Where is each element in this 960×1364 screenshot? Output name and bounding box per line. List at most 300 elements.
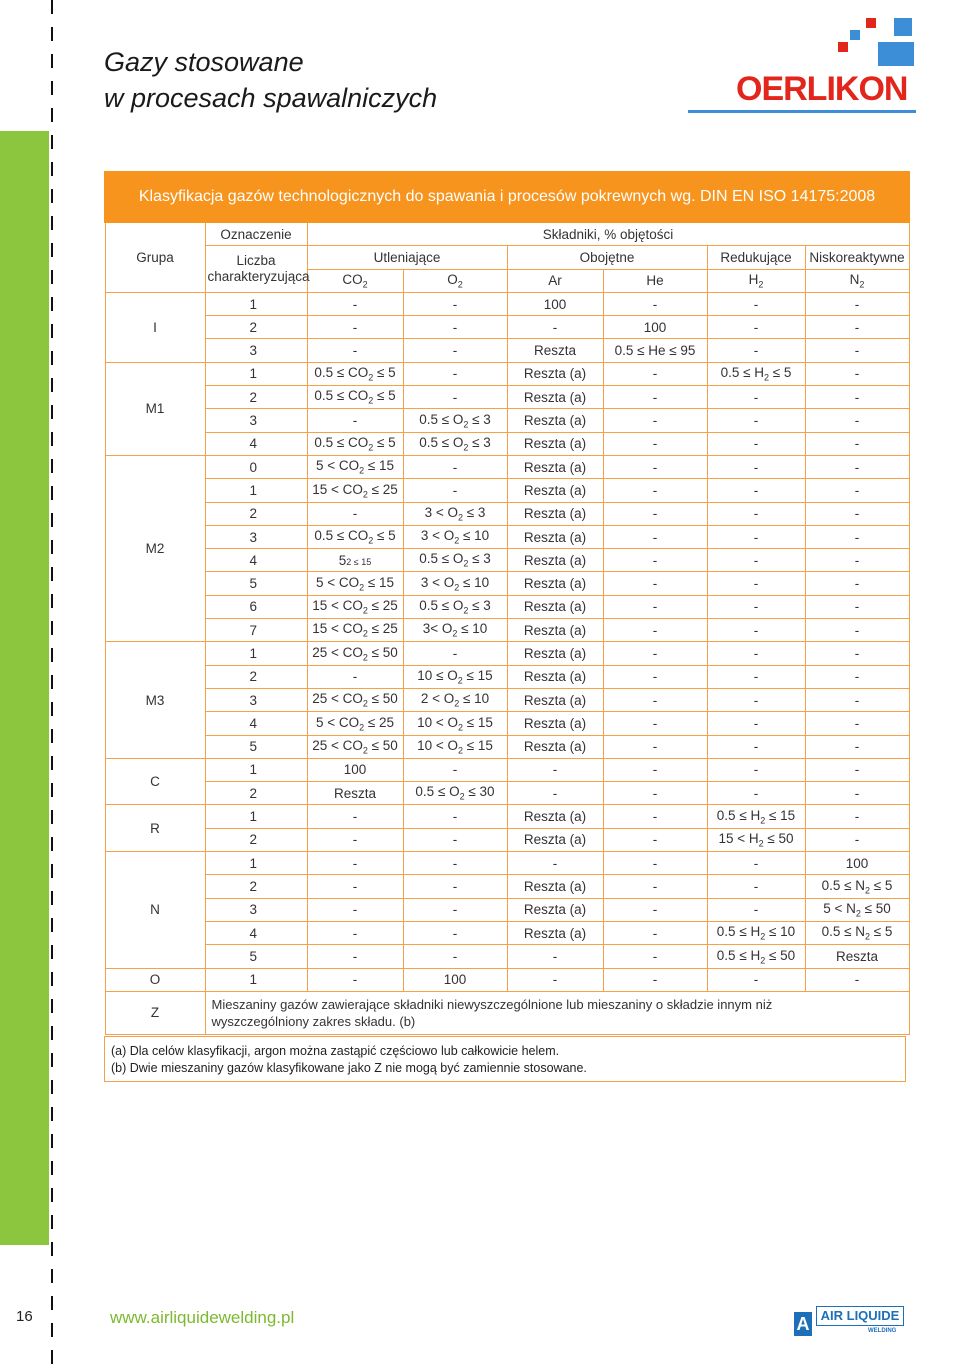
table-row <box>105 595 909 618</box>
table-banner: Klasyfikacja gazów technologicznych do spawania i procesów pokrewnych wg. DIN EN ISO 14175:2008 <box>105 172 909 222</box>
table-cell: - <box>805 572 909 595</box>
margin-dash <box>51 27 53 41</box>
table-cell: 100 <box>603 316 707 339</box>
table-cell: - <box>707 455 805 478</box>
table-cell: $25 < CO_2 \le 50$ <box>307 735 403 758</box>
table-cell: - <box>707 642 805 665</box>
table-cell: - <box>603 525 707 548</box>
margin-dash <box>51 1026 53 1040</box>
row-number-cell: 1 <box>205 479 307 502</box>
table-cell: - <box>805 665 909 688</box>
logo-square-icon <box>894 18 912 36</box>
table-cell: - <box>603 642 707 665</box>
row-number-cell: 1 <box>205 758 307 781</box>
margin-dash <box>51 297 53 311</box>
table-cell: $10 < O_2 \le 15$ <box>403 712 507 735</box>
table-cell: Reszta (a) <box>507 572 603 595</box>
margin-dash <box>51 1215 53 1229</box>
margin-dash <box>51 891 53 905</box>
margin-dash <box>51 1242 53 1256</box>
footnote-b: (b) Dwie mieszaniny gazów klasyfikowane jako Z nie mogą być zamiennie stosowane. <box>111 1061 587 1075</box>
table-cell: - <box>507 968 603 991</box>
table-row <box>105 619 909 642</box>
table-cell: Reszta (a) <box>507 875 603 898</box>
table-cell: $10 < O_2 \le 15$ <box>403 735 507 758</box>
col-head-liczba-line1: Liczba <box>236 253 276 269</box>
row-number-cell: 5 <box>205 572 307 595</box>
table-cell: - <box>707 339 805 362</box>
table-cell: - <box>403 921 507 944</box>
table-cell: - <box>403 479 507 502</box>
table-row <box>105 292 909 315</box>
margin-dash <box>51 702 53 716</box>
table-cell: - <box>307 805 403 828</box>
table-cell: - <box>403 642 507 665</box>
table-cell: Reszta (a) <box>507 619 603 642</box>
table-row-z <box>105 991 909 1034</box>
table-row <box>105 362 909 385</box>
table-cell: - <box>307 828 403 851</box>
table-cell: - <box>805 409 909 432</box>
row-number-cell: 3 <box>205 339 307 362</box>
table-cell: - <box>507 758 603 781</box>
table-row <box>105 782 909 805</box>
table-cell: $0.5 \le H_2 \le 5$ <box>707 362 805 385</box>
table-cell: - <box>603 828 707 851</box>
table-row <box>105 968 909 991</box>
table-cell: $0.5 \le H_2 \le 10$ <box>707 921 805 944</box>
logo-square-icon <box>866 18 876 28</box>
air-liquide-logo-sub: WELDING <box>868 1328 897 1334</box>
margin-dash <box>51 324 53 338</box>
table-cell: $25 < CO_2 \le 50$ <box>307 642 403 665</box>
table-cell: - <box>603 386 707 409</box>
table-cell: - <box>403 455 507 478</box>
col-head-co2: $CO_2$ <box>307 269 403 292</box>
table-cell: $0.5 \le CO_2 \le 5$ <box>307 525 403 548</box>
table-cell: - <box>603 479 707 502</box>
row-number-cell: 1 <box>205 292 307 315</box>
table-cell: - <box>403 316 507 339</box>
table-row <box>105 409 909 432</box>
table-row <box>105 712 909 735</box>
table-cell: - <box>603 292 707 315</box>
table-cell: 100 <box>805 852 909 875</box>
table-cell: - <box>805 339 909 362</box>
margin-dash <box>51 378 53 392</box>
table-cell: - <box>805 595 909 618</box>
group-cell: N <box>105 852 205 968</box>
table-cell: $0.5 \le N_2 \le 5$ <box>805 921 909 944</box>
margin-dash <box>51 81 53 95</box>
table-cell: - <box>603 595 707 618</box>
row-number-cell: 3 <box>205 898 307 921</box>
table-cell: - <box>707 758 805 781</box>
margin-dash <box>51 756 53 770</box>
table-cell: - <box>603 758 707 781</box>
table-cell: - <box>403 758 507 781</box>
table-row <box>105 316 909 339</box>
table-cell: - <box>403 362 507 385</box>
col-head-n2: $N_2$ <box>805 269 909 292</box>
table-row <box>105 758 909 781</box>
table-cell: - <box>603 572 707 595</box>
table-cell: - <box>805 362 909 385</box>
margin-dash <box>51 540 53 554</box>
table-cell: - <box>307 875 403 898</box>
margin-dash <box>51 486 53 500</box>
table-cell: - <box>707 549 805 572</box>
table-cell: Reszta (a) <box>507 432 603 455</box>
table-cell: $15 < CO_2 \le 25$ <box>307 479 403 502</box>
row-number-cell: 3 <box>205 688 307 711</box>
table-row <box>105 735 909 758</box>
table-cell: 100 <box>307 758 403 781</box>
table-cell: Reszta (a) <box>507 479 603 502</box>
row-number-cell: 4 <box>205 921 307 944</box>
col-head-he: He <box>603 269 707 292</box>
row-number-cell: 1 <box>205 852 307 875</box>
table-cell: - <box>707 712 805 735</box>
table-cell: Reszta (a) <box>507 735 603 758</box>
table-cell: Reszta <box>307 782 403 805</box>
table-row <box>105 525 909 548</box>
table-cell: - <box>603 852 707 875</box>
margin-dash <box>51 189 53 203</box>
col-head-ar: Ar <box>507 269 603 292</box>
table-cell: $0.5 \le H_2 \le 15$ <box>707 805 805 828</box>
table-cell: $0.5 \le O_2 \le 3$ <box>403 432 507 455</box>
table-cell: - <box>603 549 707 572</box>
row-number-cell: 2 <box>205 316 307 339</box>
table-cell: $10 \le O_2 \le 15$ <box>403 665 507 688</box>
table-cell: 100 <box>507 292 603 315</box>
margin-dash <box>51 1296 53 1310</box>
margin-dash <box>51 108 53 122</box>
table-cell: - <box>707 292 805 315</box>
table-cell: - <box>603 455 707 478</box>
margin-dash <box>51 999 53 1013</box>
col-head-redukujace: Redukujące <box>707 246 805 269</box>
table-row <box>105 502 909 525</box>
table-cell: - <box>603 409 707 432</box>
table-cell: - <box>805 735 909 758</box>
col-head-grupa: Grupa <box>105 222 205 292</box>
table-cell: $5 < CO_2 \le 15$ <box>307 455 403 478</box>
table-cell: - <box>707 386 805 409</box>
table-cell: - <box>403 805 507 828</box>
table-cell: Reszta (a) <box>507 502 603 525</box>
margin-dash <box>51 621 53 635</box>
logo-square-icon <box>878 42 914 66</box>
col-head-utleniajace: Utleniające <box>307 246 507 269</box>
table-cell: $0.5 \le O_2 \le 3$ <box>403 595 507 618</box>
table-cell: - <box>805 805 909 828</box>
table-cell: $15 < CO_2 \le 25$ <box>307 595 403 618</box>
margin-dash <box>51 1161 53 1175</box>
footer-url-link[interactable]: www.airliquidewelding.pl <box>110 1308 295 1327</box>
table-cell: - <box>707 852 805 875</box>
table-cell: - <box>707 898 805 921</box>
logo-square-icon <box>850 30 860 40</box>
air-liquide-logo <box>794 1302 904 1338</box>
margin-dash <box>51 432 53 446</box>
table-cell: - <box>603 712 707 735</box>
table-row <box>105 479 909 502</box>
table-cell: - <box>805 479 909 502</box>
table-cell: - <box>603 968 707 991</box>
margin-dash <box>51 918 53 932</box>
margin-dash <box>51 945 53 959</box>
table-cell: Reszta (a) <box>507 688 603 711</box>
row-number-cell: 2 <box>205 875 307 898</box>
table-cell: - <box>403 875 507 898</box>
margin-dash <box>51 216 53 230</box>
table-cell: - <box>603 362 707 385</box>
table-cell: - <box>403 852 507 875</box>
table-cell: $3< O_2 \le 10$ <box>403 619 507 642</box>
table-cell: 52 ≤ 15 <box>307 549 403 572</box>
row-number-cell: 4 <box>205 549 307 572</box>
table-cell: - <box>707 409 805 432</box>
table-cell: - <box>307 316 403 339</box>
table-cell: - <box>307 339 403 362</box>
table-cell: - <box>805 549 909 572</box>
col-head-o2: $O_2$ <box>403 269 507 292</box>
table-cell: $3 < O_2 \le 3$ <box>403 502 507 525</box>
table-cell: $0.5 \le O_2 \le 30$ <box>403 782 507 805</box>
margin-dash <box>51 1080 53 1094</box>
table-cell: - <box>307 945 403 968</box>
table-cell: - <box>805 712 909 735</box>
table-cell: - <box>307 921 403 944</box>
margin-dash <box>51 459 53 473</box>
col-head-niskoreaktywne: Niskoreaktywne <box>805 246 909 269</box>
col-head-h2: $H_2$ <box>707 269 805 292</box>
row-number-cell: 1 <box>205 968 307 991</box>
title-line-2: w procesach spawalniczych <box>104 83 438 113</box>
table-cell: Reszta (a) <box>507 898 603 921</box>
table-cell: - <box>707 525 805 548</box>
table-cell: Reszta (a) <box>507 386 603 409</box>
table-cell: - <box>805 619 909 642</box>
col-head-liczba-line2: charakteryzująca <box>207 269 310 285</box>
table-cell: - <box>707 688 805 711</box>
table-cell: - <box>707 502 805 525</box>
logo-text: OERLIKON <box>736 70 908 108</box>
table-cell: Reszta (a) <box>507 455 603 478</box>
row-number-cell: 1 <box>205 642 307 665</box>
table-cell: - <box>805 455 909 478</box>
margin-dash <box>51 729 53 743</box>
row-number-cell: 3 <box>205 409 307 432</box>
row-number-cell: 7 <box>205 619 307 642</box>
table-cell: - <box>603 619 707 642</box>
footnotes <box>104 1036 906 1082</box>
table-cell: - <box>805 968 909 991</box>
table-cell: - <box>403 386 507 409</box>
col-head-obojetne: Obojętne <box>507 246 707 269</box>
table-cell: $0.5 \le O_2 \le 3$ <box>403 549 507 572</box>
table-cell: - <box>805 292 909 315</box>
table-row <box>105 432 909 455</box>
table-cell: - <box>507 945 603 968</box>
table-cell: - <box>805 432 909 455</box>
table-row <box>105 572 909 595</box>
table-cell: - <box>707 595 805 618</box>
table-cell: - <box>603 805 707 828</box>
margin-dash <box>51 1134 53 1148</box>
margin-dash <box>51 1188 53 1202</box>
margin-dash <box>51 1350 53 1364</box>
table-cell: - <box>707 316 805 339</box>
group-cell: C <box>105 758 205 805</box>
table-row <box>105 549 909 572</box>
table-cell: $2 < O_2 \le 10$ <box>403 688 507 711</box>
air-liquide-logo-text: AIR LIQUIDE <box>816 1306 904 1326</box>
row-number-cell: 2 <box>205 828 307 851</box>
row-number-cell: 5 <box>205 945 307 968</box>
logo-underline <box>688 110 916 113</box>
row-number-cell: 2 <box>205 502 307 525</box>
table-cell: - <box>403 292 507 315</box>
table-cell: - <box>307 898 403 921</box>
table-cell: - <box>707 782 805 805</box>
margin-dash <box>51 54 53 68</box>
margin-dash <box>51 594 53 608</box>
row-number-cell: 6 <box>205 595 307 618</box>
row-number-cell: 4 <box>205 712 307 735</box>
table-cell: $25 < CO_2 \le 50$ <box>307 688 403 711</box>
margin-dash <box>51 1323 53 1337</box>
oerlikon-logo <box>688 14 918 114</box>
table-cell: Reszta <box>507 339 603 362</box>
table-cell: - <box>707 432 805 455</box>
logo-square-icon <box>838 42 848 52</box>
group-cell: R <box>105 805 205 852</box>
margin-dash <box>51 243 53 257</box>
table-cell: Reszta (a) <box>507 409 603 432</box>
table-row <box>105 339 909 362</box>
table-cell: $0.5 \le O_2 \le 3$ <box>403 409 507 432</box>
table-cell: Reszta (a) <box>507 805 603 828</box>
table-cell: - <box>307 968 403 991</box>
table-cell: Reszta (a) <box>507 665 603 688</box>
table-cell: - <box>805 386 909 409</box>
table-cell: 0.5 ≤ He ≤ 95 <box>603 339 707 362</box>
row-number-cell: 1 <box>205 362 307 385</box>
table-row <box>105 898 909 921</box>
table-cell: Reszta (a) <box>507 921 603 944</box>
row-number-cell: 5 <box>205 735 307 758</box>
row-number-cell: 3 <box>205 525 307 548</box>
table-cell: Reszta (a) <box>507 828 603 851</box>
group-cell: M3 <box>105 642 205 758</box>
table-cell: $5 < N_2 \le 50$ <box>805 898 909 921</box>
page-title <box>104 44 437 116</box>
table-cell: - <box>307 502 403 525</box>
margin-dash <box>51 270 53 284</box>
group-cell: I <box>105 292 205 362</box>
margin-dash <box>51 135 53 149</box>
table-cell: Reszta (a) <box>507 642 603 665</box>
table-cell: - <box>805 642 909 665</box>
table-cell: - <box>603 898 707 921</box>
table-row <box>105 455 909 478</box>
table-cell: - <box>507 852 603 875</box>
table-cell: - <box>805 758 909 781</box>
table-row <box>105 852 909 875</box>
table-cell: - <box>805 316 909 339</box>
margin-dash <box>51 1107 53 1121</box>
table-cell: - <box>403 339 507 362</box>
table-row <box>105 642 909 665</box>
table-cell: - <box>603 502 707 525</box>
table-cell: - <box>603 432 707 455</box>
table-cell: - <box>603 688 707 711</box>
table-cell: - <box>805 688 909 711</box>
table-cell: Reszta (a) <box>507 549 603 572</box>
table-cell: Reszta (a) <box>507 595 603 618</box>
col-head-oznaczenie: Oznaczenie <box>205 222 307 246</box>
table-cell: - <box>707 735 805 758</box>
table-row <box>105 875 909 898</box>
table-row <box>105 945 909 968</box>
table-cell: - <box>403 898 507 921</box>
table-cell: $0.5 \le CO_2 \le 5$ <box>307 432 403 455</box>
group-cell: M1 <box>105 362 205 455</box>
row-number-cell: 0 <box>205 455 307 478</box>
col-head-liczba <box>205 246 310 293</box>
table-cell: - <box>507 782 603 805</box>
table-cell: 100 <box>403 968 507 991</box>
table-cell: Reszta (a) <box>507 712 603 735</box>
margin-dash <box>51 162 53 176</box>
margin-dash <box>51 0 53 14</box>
table-row <box>105 805 909 828</box>
table-cell: - <box>307 292 403 315</box>
table-cell: $3 < O_2 \le 10$ <box>403 572 507 595</box>
gas-classification-table-wrap <box>104 171 908 1035</box>
air-liquide-mark-icon: A <box>794 1312 812 1336</box>
group-cell: M2 <box>105 455 205 641</box>
group-cell: O <box>105 968 205 991</box>
table-row <box>105 386 909 409</box>
table-cell: - <box>707 572 805 595</box>
margin-dash <box>51 1269 53 1283</box>
table-cell: $5 < CO_2 \le 15$ <box>307 572 403 595</box>
row-number-cell: 2 <box>205 386 307 409</box>
table-cell: Reszta (a) <box>507 362 603 385</box>
group-cell: Z <box>105 991 205 1034</box>
table-row <box>105 921 909 944</box>
table-cell: - <box>707 479 805 502</box>
table-cell: - <box>307 665 403 688</box>
margin-dash <box>51 351 53 365</box>
table-row <box>105 688 909 711</box>
margin-dash <box>51 837 53 851</box>
table-cell: - <box>307 409 403 432</box>
table-cell: - <box>805 525 909 548</box>
margin-dash <box>51 405 53 419</box>
table-cell: - <box>707 665 805 688</box>
table-cell: - <box>707 875 805 898</box>
table-cell: $0.5 \le H_2 \le 50$ <box>707 945 805 968</box>
margin-dash <box>51 972 53 986</box>
row-number-cell: 2 <box>205 665 307 688</box>
row-number-cell: 2 <box>205 782 307 805</box>
col-head-skladniki: Składniki, % objętości <box>307 222 909 246</box>
